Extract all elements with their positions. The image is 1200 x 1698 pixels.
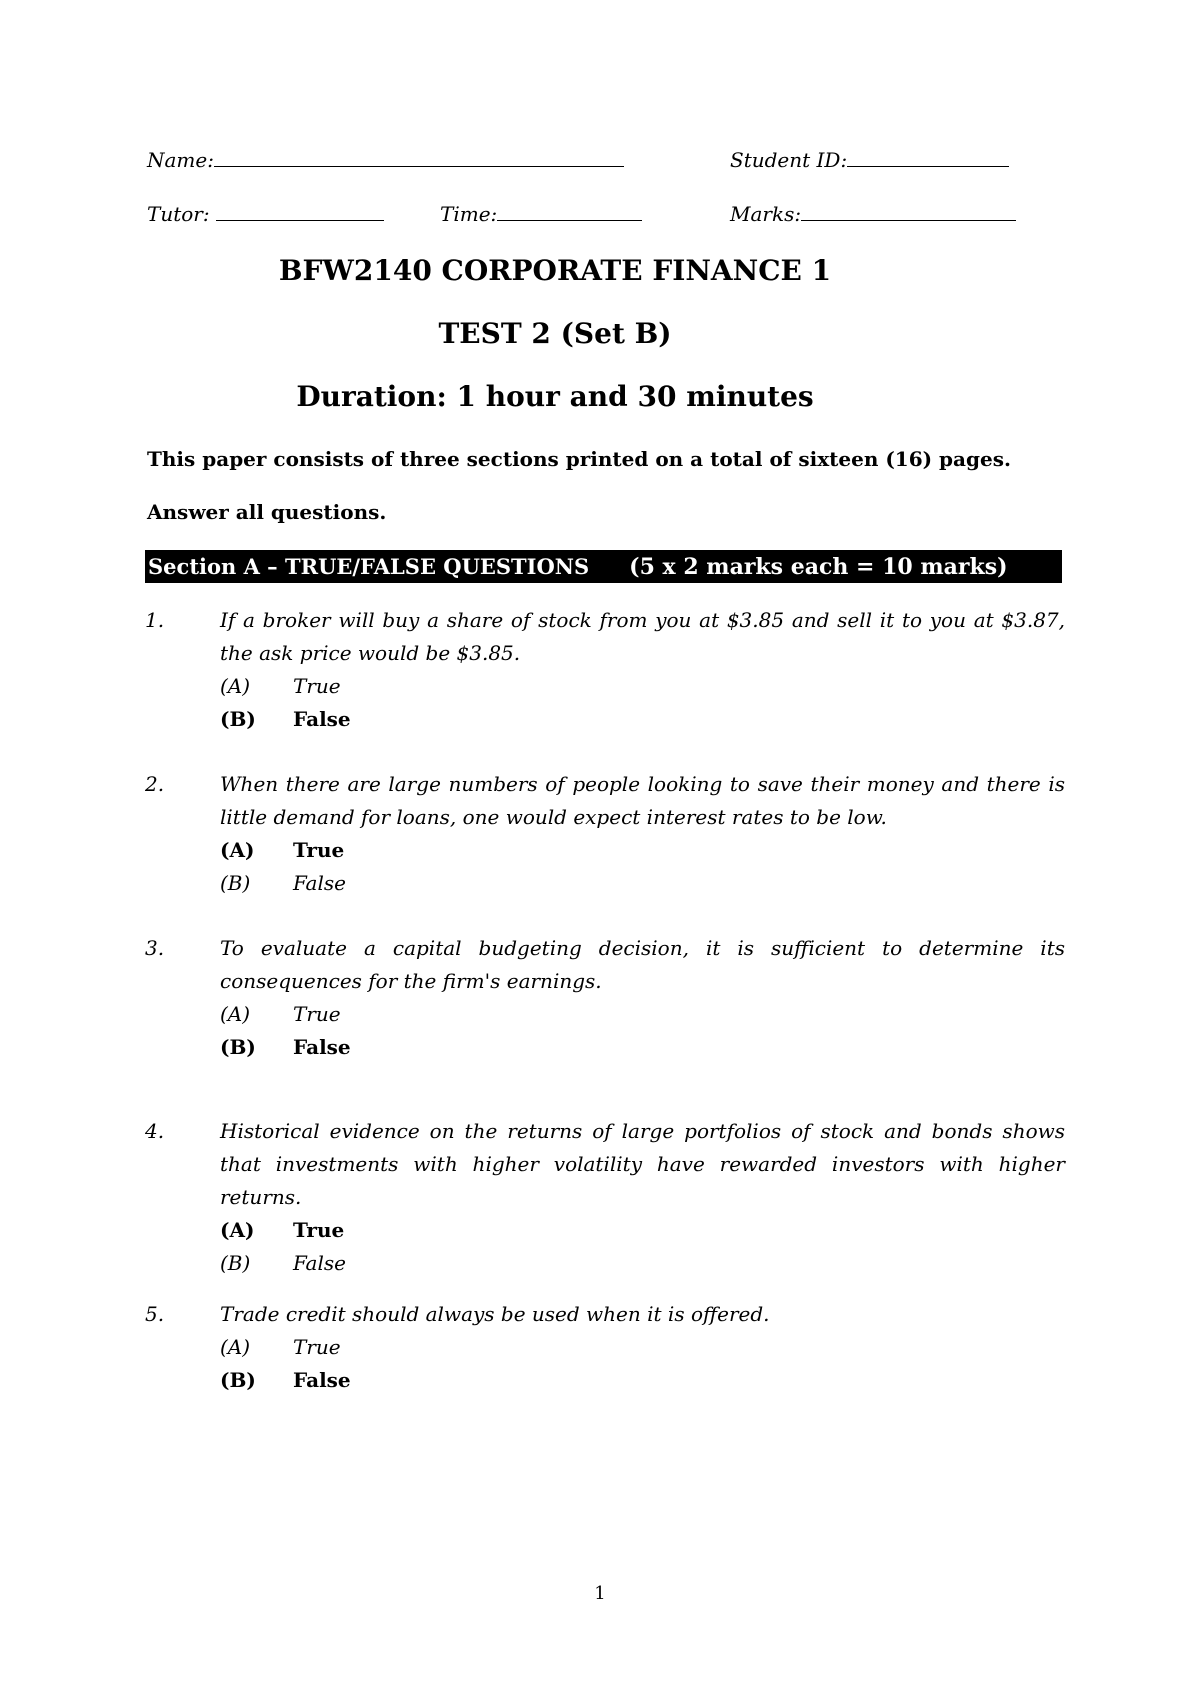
question-text: To evaluate a capital budgeting decision, it is sufficient to determine its consequences for the firm's earnings. [220, 936, 1065, 993]
option-letter: (A) [220, 674, 251, 698]
tutor-label: Tutor: [147, 202, 210, 226]
question-text: Historical evidence on the returns of large portfolios of stock and bonds shows that investments with higher volatility have rewarded investors with higher returns. [220, 1119, 1065, 1209]
section-a-header [145, 550, 1062, 583]
option-a[interactable] [220, 1214, 1065, 1247]
student-id-field [730, 146, 1009, 172]
option-b[interactable] [220, 867, 1065, 900]
section-a-marks: (5 x 2 marks each = 10 marks) [629, 553, 1008, 580]
question-number: 1. [145, 608, 165, 632]
option-letter: (A) [220, 1002, 251, 1026]
option-label: False [293, 707, 351, 731]
question-number: 5. [145, 1302, 165, 1326]
option-label: True [293, 1335, 341, 1359]
question-5 [145, 1298, 1065, 1397]
time-field [440, 200, 642, 226]
marks-blank[interactable] [801, 200, 1016, 221]
student-id-blank[interactable] [847, 146, 1009, 167]
option-b[interactable] [220, 1364, 1065, 1397]
time-blank[interactable] [497, 200, 642, 221]
name-label: Name: [147, 148, 214, 172]
option-label: True [293, 674, 341, 698]
tutor-field [147, 200, 384, 226]
option-letter: (A) [220, 838, 255, 862]
option-b[interactable] [220, 1247, 1065, 1280]
pages-note: This paper consists of three sections printed on a total of sixteen (16) pages. [147, 447, 1011, 471]
option-letter: (B) [220, 1035, 256, 1059]
marks-label: Marks: [730, 202, 802, 226]
option-a[interactable] [220, 670, 1065, 703]
option-a[interactable] [220, 1331, 1065, 1364]
tutor-blank[interactable] [216, 200, 384, 221]
option-letter: (A) [220, 1335, 251, 1359]
option-label: False [293, 871, 346, 895]
question-number: 3. [145, 936, 165, 960]
option-label: True [293, 1002, 341, 1026]
question-number: 2. [145, 772, 165, 796]
page-number: 1 [594, 1583, 606, 1604]
instruction-note: Answer all questions. [147, 500, 387, 524]
student-id-label: Student ID: [730, 148, 848, 172]
option-label: False [293, 1251, 346, 1275]
option-letter: (A) [220, 1218, 255, 1242]
option-letter: (B) [220, 1368, 256, 1392]
option-label: False [293, 1035, 351, 1059]
option-b[interactable] [220, 703, 1065, 736]
option-a[interactable] [220, 834, 1065, 867]
course-title: BFW2140 CORPORATE FINANCE 1 [278, 254, 832, 287]
option-label: True [293, 1218, 345, 1242]
option-letter: (B) [220, 707, 256, 731]
question-number: 4. [145, 1119, 165, 1143]
name-blank[interactable] [214, 146, 624, 167]
test-title: TEST 2 (Set B) [438, 317, 672, 350]
question-text: If a broker will buy a share of stock from you at $3.85 and sell it to you at $3.87, the ask price would be $3.85. [220, 608, 1065, 665]
name-field [147, 146, 624, 172]
duration-title: Duration: 1 hour and 30 minutes [296, 380, 814, 413]
question-2 [145, 768, 1065, 900]
question-1 [145, 604, 1065, 736]
option-letter: (B) [220, 871, 251, 895]
option-a[interactable] [220, 998, 1065, 1031]
option-letter: (B) [220, 1251, 251, 1275]
option-label: True [293, 838, 345, 862]
time-label: Time: [440, 202, 498, 226]
option-label: False [293, 1368, 351, 1392]
question-4 [145, 1115, 1065, 1280]
section-a-title: Section A – TRUE/FALSE QUESTIONS [148, 554, 590, 579]
question-text: When there are large numbers of people looking to save their money and there is little demand for loans, one would expect interest rates to be low. [220, 772, 1065, 829]
question-text: Trade credit should always be used when it is offered. [220, 1302, 770, 1326]
marks-field [730, 200, 1016, 226]
question-3 [145, 932, 1065, 1064]
option-b[interactable] [220, 1031, 1065, 1064]
